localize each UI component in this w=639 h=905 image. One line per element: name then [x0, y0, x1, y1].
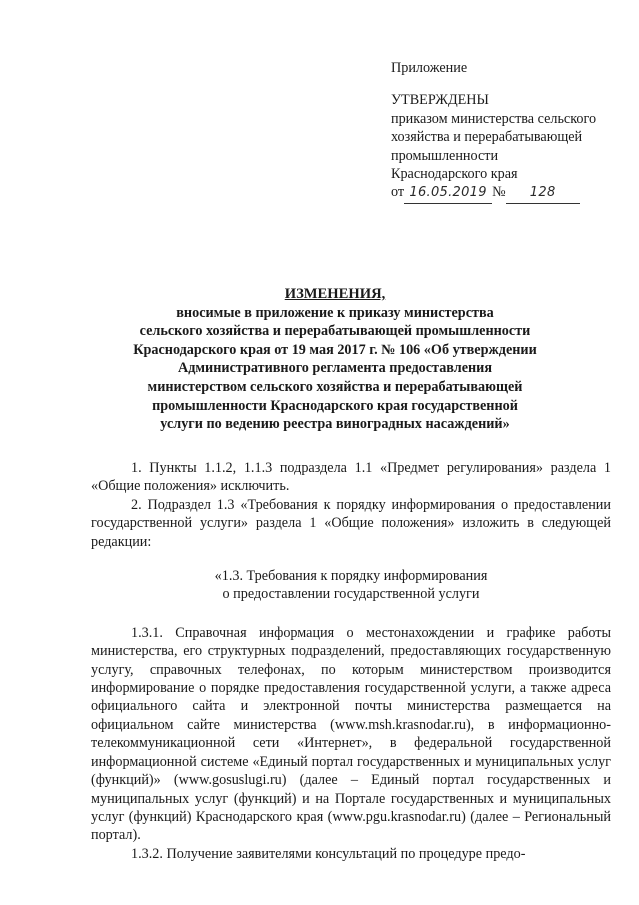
title-line: министерством сельского хозяйства и перерабатывающей	[147, 378, 523, 395]
approval-line: приказом министерства сельского	[391, 110, 597, 127]
title-line: услуги по ведению реестра виноградных насаждений»	[160, 416, 510, 433]
document-title	[100, 285, 570, 434]
paragraph-1-3-2: 1.3.2. Получение заявителями консультаций по процедуре предо-	[131, 845, 526, 862]
handwritten-date: 16.05.2019	[404, 184, 492, 203]
title-line: сельского хозяйства и перерабатывающей промышленности	[139, 323, 531, 340]
approval-line: промышленности	[391, 147, 499, 164]
title-line: промышленности Краснодарского края государственной	[152, 397, 518, 414]
title-main: ИЗМЕНЕНИЯ,	[284, 286, 386, 302]
approval-line: хозяйства и перерабатывающей	[391, 129, 583, 146]
date-prefix: от	[391, 184, 405, 201]
subheading-line: «1.3. Требования к порядку информирования	[214, 568, 488, 585]
number-prefix: №	[492, 184, 506, 201]
approval-line: Краснодарского края	[391, 166, 518, 183]
paragraph-1: 1. Пункты 1.1.2, 1.1.3 подраздела 1.1 «Предмет регулирования» раздела 1 «Общие положения» исключить.	[91, 460, 611, 495]
document-body	[91, 459, 611, 863]
approval-date-line	[391, 183, 621, 203]
title-line: вносимые в приложение к приказу министерства	[176, 304, 494, 321]
paragraph-2: 2. Подраздел 1.3 «Требования к порядку информирования о предоставлении государственной услуги» раздела 1 «Общие положения» изложить в следующей редакции:	[91, 496, 611, 550]
paragraph-1-3-1: 1.3.1. Справочная информация о местонахождении и графике работы министерства, его структурных подразделений, предоставляющих государственную услугу, справочных телефонах, по которым министерством производится информирование о порядке предоставления государственной услуги, а также адреса официального сайта и электронной почты министерства размещается на официальном сайте министерства (www.msh.krasnodar.ru), в информационно-телекоммуникационной сети «Интернет», в федеральной государственной информационной системе «Единый портал государственных и муниципальных услуг (функций)» (www.gosuslugi.ru) (далее – Единый портал государственных и муниципальных услуг (функций) и на Портале государственных и муниципальных услуг (функций) Краснодарского края (www.pgu.krasnodar.ru) (далее – Региональный портал).	[91, 624, 611, 844]
title-line: Административного регламента предоставления	[177, 360, 493, 377]
title-line: Краснодарского края от 19 мая 2017 г. № 106 «Об утверждении	[133, 341, 537, 358]
approved-label: УТВЕРЖДЕНЫ	[391, 92, 489, 109]
annex-label: Приложение	[391, 60, 468, 76]
handwritten-number: 128	[506, 184, 580, 203]
section-subheading	[91, 567, 611, 604]
subheading-line: о предоставлении государственной услуги	[222, 586, 480, 603]
approval-block	[391, 59, 621, 204]
